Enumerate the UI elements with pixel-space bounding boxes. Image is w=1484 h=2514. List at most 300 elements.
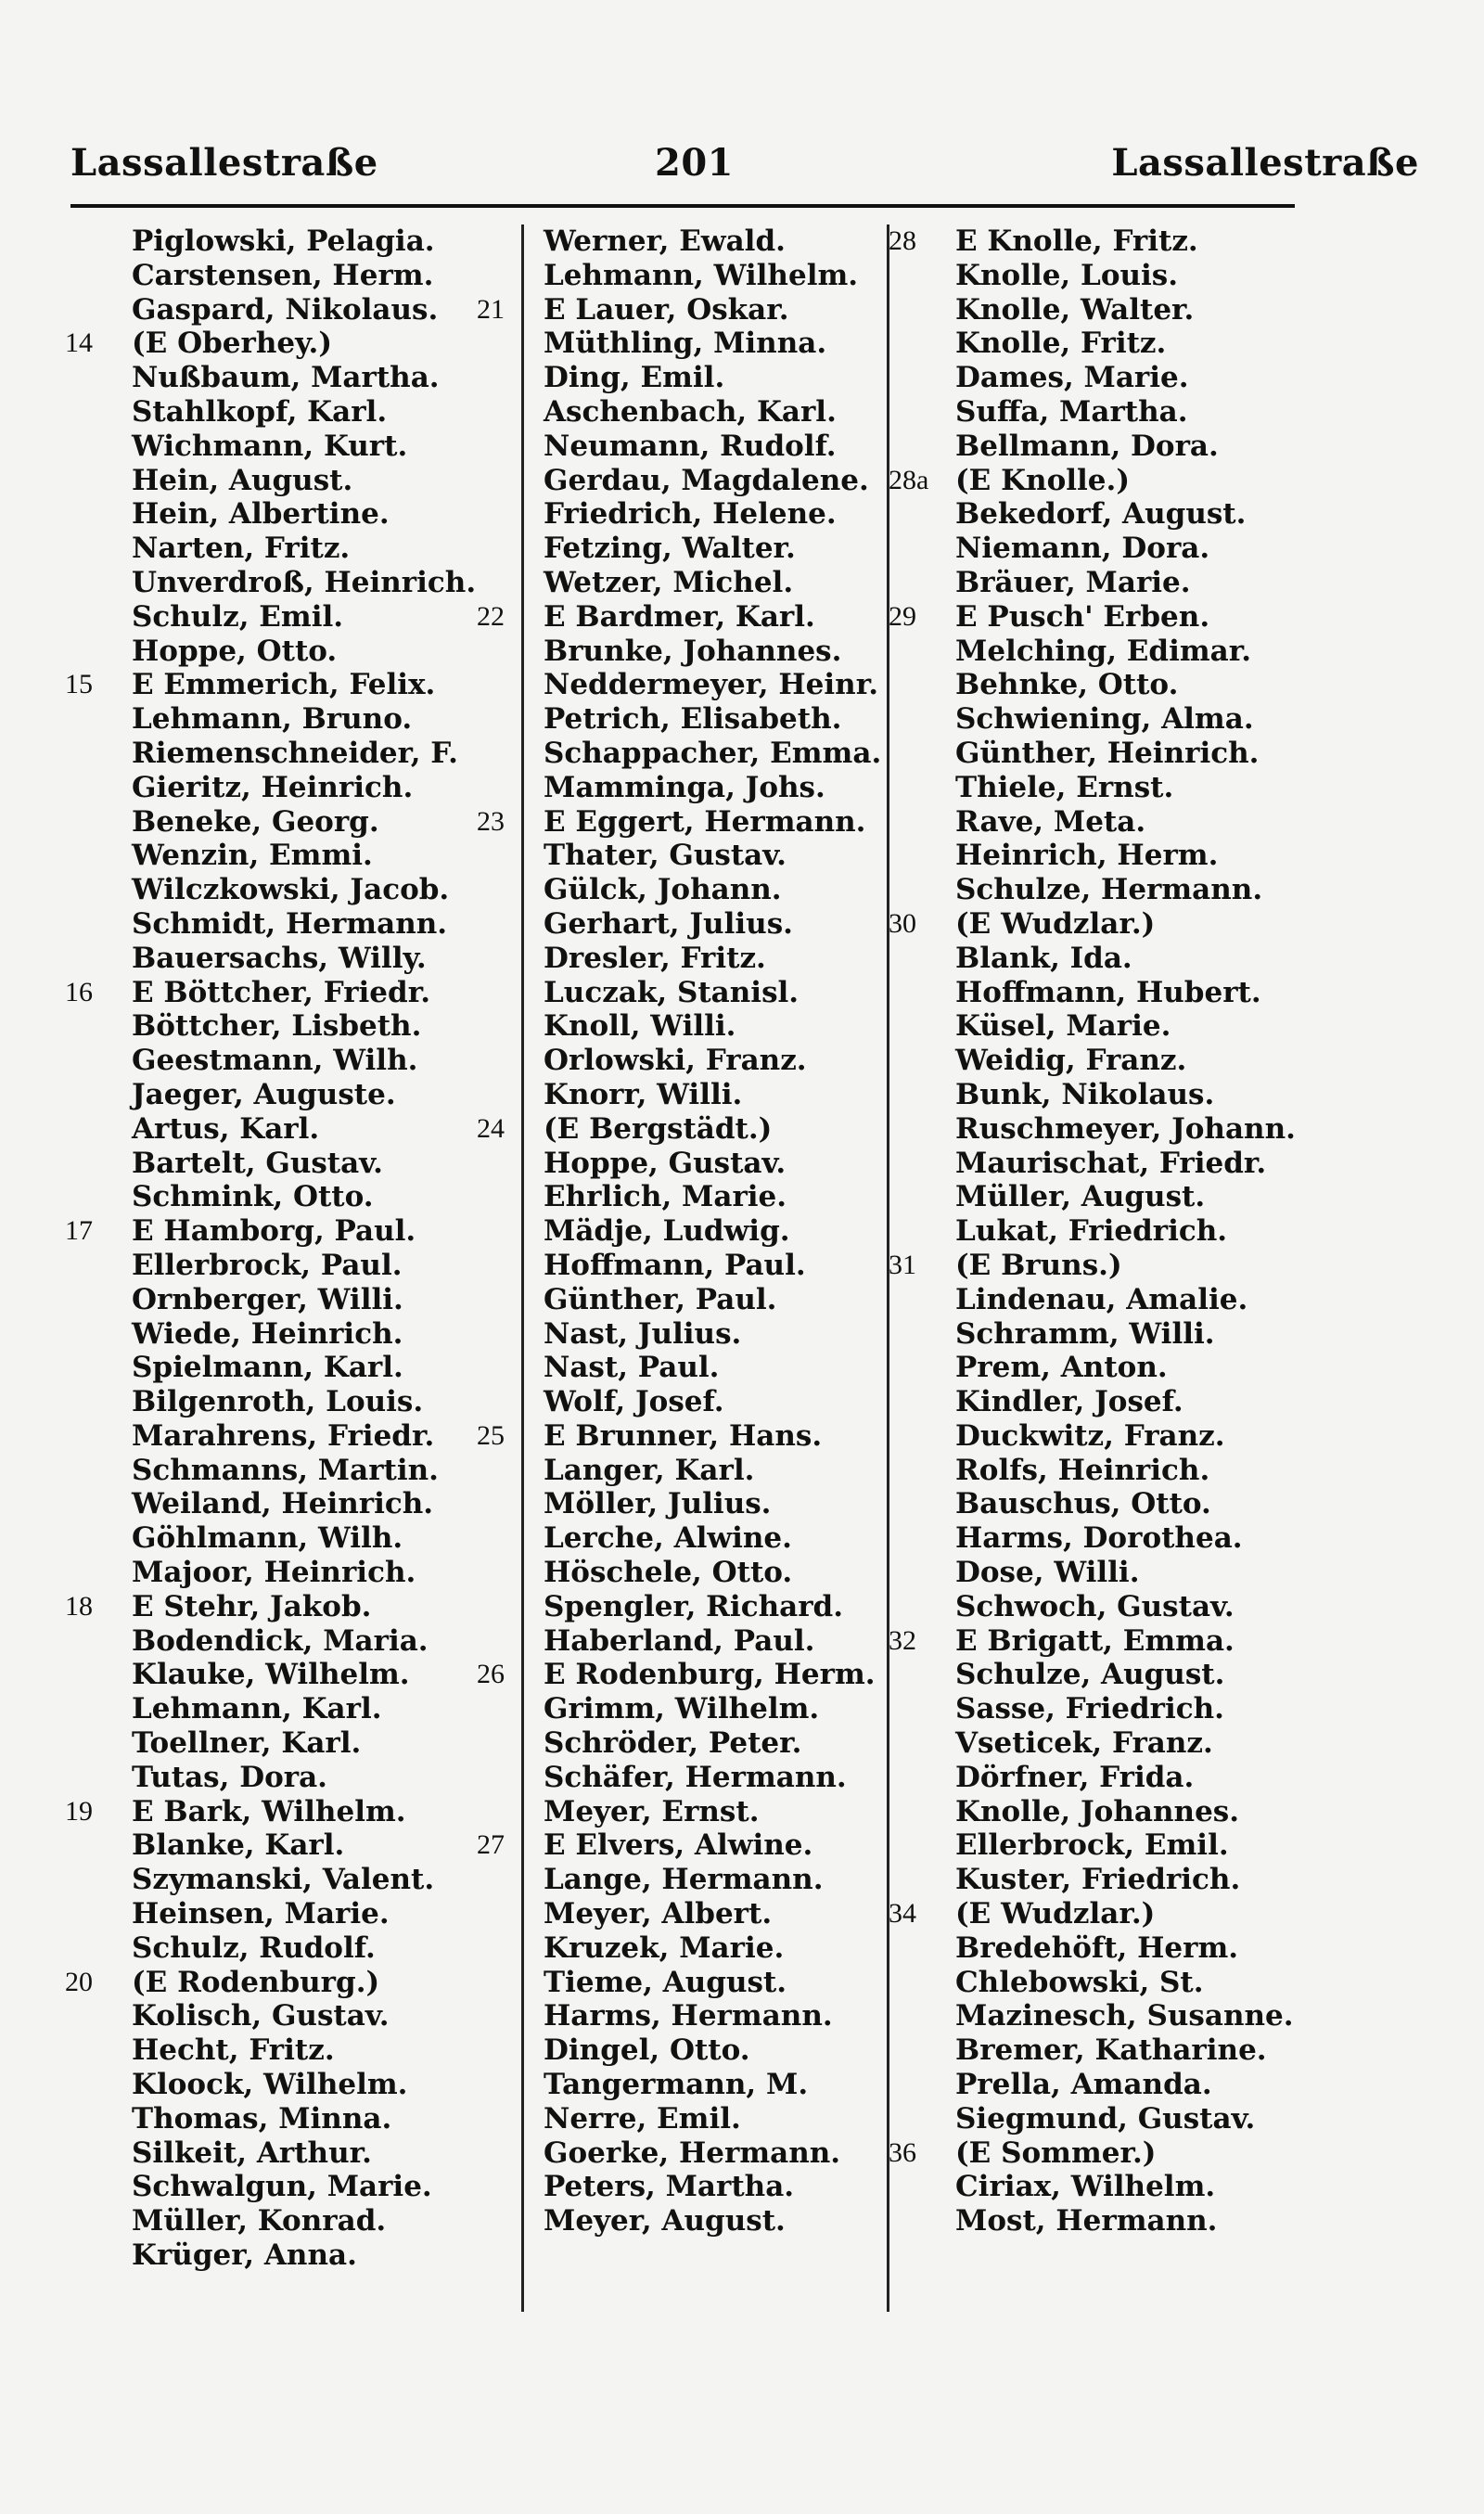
directory-entry (65, 1863, 473, 1897)
resident-name: Sasse, Friedrich. (955, 1692, 1224, 1726)
directory-entry (65, 327, 473, 361)
directory-entry (889, 1966, 1297, 2000)
house-number: 34 (889, 1898, 916, 1930)
directory-entry (889, 635, 1297, 669)
directory-entry (65, 942, 473, 976)
directory-entry (889, 1828, 1297, 1863)
resident-name: Schwoch, Gustav. (955, 1589, 1235, 1623)
directory-entry (889, 2102, 1297, 2136)
resident-name: Artus, Karl. (132, 1111, 320, 1146)
directory-entry (477, 1147, 885, 1181)
resident-name: Kindler, Josef. (955, 1385, 1183, 1419)
directory-entry (477, 1795, 885, 1829)
resident-name: Friedrich, Helene. (544, 497, 837, 532)
directory-entry (65, 1590, 473, 1624)
directory-entry (65, 976, 473, 1010)
directory-entry (889, 1487, 1297, 1521)
directory-entry (65, 1283, 473, 1317)
house-number: 14 (65, 327, 93, 359)
directory-entry (65, 1351, 473, 1385)
resident-name: Luczak, Stanisl. (544, 975, 800, 1009)
resident-name: Knorr, Willi. (544, 1077, 743, 1111)
resident-name: Geestmann, Wilh. (132, 1044, 418, 1078)
resident-name: Aschenbach, Karl. (544, 394, 837, 429)
directory-entry (477, 771, 885, 805)
directory-entry (477, 2068, 885, 2102)
resident-name: Most, Hermann. (955, 2204, 1218, 2238)
directory-entry (477, 1454, 885, 1488)
resident-name: Schulze, Hermann. (955, 873, 1263, 907)
directory-entry (889, 1692, 1297, 1726)
resident-name: Knolle, Louis. (955, 258, 1179, 292)
directory-entry (477, 805, 885, 840)
resident-name: Mamminga, Johs. (544, 770, 825, 804)
resident-name: Müller, Konrad. (132, 2204, 387, 2238)
resident-name: Knolle, Johannes. (955, 1794, 1240, 1828)
directory-entry (477, 2170, 885, 2204)
resident-name: Riemenschneider, F. (132, 736, 458, 770)
directory-entry (477, 1966, 885, 2000)
directory-entry (65, 1521, 473, 1556)
directory-entry (477, 464, 885, 498)
directory-entry (65, 805, 473, 840)
directory-entry (889, 1044, 1297, 1078)
resident-name: Knolle, Fritz. (955, 327, 1167, 361)
directory-entry (889, 805, 1297, 840)
resident-name: Haberland, Paul. (544, 1623, 815, 1658)
resident-name: Beneke, Georg. (132, 804, 379, 839)
resident-name: E Brigatt, Emma. (955, 1623, 1235, 1658)
directory-entry (65, 1317, 473, 1352)
directory-entry (65, 565, 477, 600)
directory-entry (477, 1009, 885, 1044)
directory-entry (65, 430, 473, 464)
directory-entry (65, 497, 473, 532)
resident-name: Mazinesch, Susanne. (955, 1999, 1294, 2033)
directory-entry (65, 702, 473, 737)
header-rule (70, 204, 1295, 208)
directory-entry (889, 2204, 1297, 2238)
directory-entry (889, 1590, 1297, 1624)
house-number: 20 (65, 1966, 93, 1997)
resident-name: Möller, Julius. (544, 1487, 772, 1521)
house-number: 31 (889, 1249, 916, 1280)
directory-entry (65, 361, 473, 395)
directory-entry (477, 976, 885, 1010)
directory-entry (889, 224, 1297, 259)
resident-name: Grimm, Wilhelm. (544, 1692, 820, 1726)
resident-name: Schmink, Otto. (132, 1180, 374, 1214)
directory-entry (65, 1112, 473, 1147)
directory-entry (477, 1761, 885, 1795)
resident-name: E Stehr, Jakob. (132, 1589, 372, 1623)
resident-name: Ornberger, Willi. (132, 1282, 403, 1316)
resident-name: Küsel, Marie. (955, 1009, 1171, 1044)
resident-name: Hoffmann, Hubert. (955, 975, 1261, 1009)
resident-name: Gerdau, Magdalene. (544, 463, 869, 497)
resident-name: Silkeit, Arthur. (132, 2136, 372, 2170)
directory-entry (477, 1078, 885, 1112)
directory-entry (65, 600, 473, 635)
resident-name: Gaspard, Nikolaus. (132, 292, 439, 327)
resident-name: Schappacher, Emma. (544, 736, 882, 770)
header-street-left: Lassallestraße (70, 141, 378, 185)
directory-entry (65, 1078, 473, 1112)
directory-entry (477, 1249, 885, 1283)
directory-entry (477, 2102, 885, 2136)
directory-entry (889, 1454, 1297, 1488)
resident-name: E Bark, Wilhelm. (132, 1794, 406, 1828)
resident-name: Lange, Hermann. (544, 1863, 824, 1897)
directory-entry (65, 1828, 473, 1863)
directory-entry (889, 1556, 1297, 1590)
resident-name: Günther, Paul. (544, 1282, 777, 1316)
house-number: 36 (889, 2136, 916, 2168)
directory-entry (477, 1487, 885, 1521)
resident-name: Schwalgun, Marie. (132, 2170, 432, 2204)
directory-entry (889, 327, 1297, 361)
directory-entry (889, 1419, 1297, 1454)
directory-entry (477, 293, 885, 327)
resident-name: Gülck, Johann. (544, 873, 782, 907)
resident-name: (E Bruns.) (955, 1248, 1122, 1282)
resident-name: Ellerbrock, Emil. (955, 1828, 1229, 1863)
resident-name: Günther, Heinrich. (955, 736, 1260, 770)
resident-name: (E Knolle.) (955, 463, 1130, 497)
directory-entry (889, 1795, 1297, 1829)
directory-entry (65, 293, 473, 327)
directory-entry (477, 600, 885, 635)
directory-entry (889, 1521, 1297, 1556)
house-number: 32 (889, 1624, 916, 1656)
directory-entry (65, 1897, 473, 1931)
directory-entry (889, 1999, 1297, 2033)
resident-name: E Hamborg, Paul. (132, 1214, 416, 1249)
directory-entry (477, 1999, 885, 2033)
resident-name: Bräuer, Marie. (955, 565, 1191, 599)
directory-entry (889, 1897, 1297, 1931)
directory-entry (477, 702, 885, 737)
resident-name: Ruschmeyer, Johann. (955, 1111, 1296, 1146)
directory-entry (65, 737, 473, 771)
resident-name: Hecht, Fritz. (132, 2033, 335, 2068)
directory-entry (65, 1147, 473, 1181)
directory-column-3 (889, 224, 1297, 2238)
directory-entry (889, 1009, 1297, 1044)
directory-entry (889, 1283, 1297, 1317)
directory-entry (65, 1180, 473, 1214)
directory-entry (477, 1931, 885, 1966)
resident-name: Gieritz, Heinrich. (132, 770, 414, 804)
resident-name: Harms, Dorothea. (955, 1521, 1243, 1556)
directory-entry (477, 873, 885, 907)
directory-entry (889, 395, 1297, 430)
resident-name: Thiele, Ernst. (955, 770, 1174, 804)
resident-name: Meyer, August. (544, 2204, 786, 2238)
directory-entry (477, 1863, 885, 1897)
resident-name: (E Wudzlar.) (955, 1897, 1156, 1931)
resident-name: Mädje, Ludwig. (544, 1214, 790, 1249)
directory-entry (889, 361, 1297, 395)
resident-name: Szymanski, Valent. (132, 1863, 435, 1897)
directory-entry (65, 2170, 473, 2204)
resident-name: Ellerbrock, Paul. (132, 1248, 403, 1282)
resident-name: Heinsen, Marie. (132, 1897, 390, 1931)
directory-entry (65, 668, 473, 702)
directory-entry (889, 1863, 1297, 1897)
resident-name: Lehmann, Wilhelm. (544, 258, 859, 292)
directory-entry (65, 771, 473, 805)
resident-name: Hoffmann, Paul. (544, 1248, 806, 1282)
resident-name: Niemann, Dora. (955, 532, 1210, 566)
resident-name: (E Bergstädt.) (544, 1111, 773, 1146)
resident-name: Göhlmann, Wilh. (132, 1521, 403, 1556)
resident-name: Weidig, Franz. (955, 1044, 1187, 1078)
resident-name: Jaeger, Auguste. (132, 1077, 396, 1111)
directory-entry (889, 464, 1297, 498)
resident-name: Rolfs, Heinrich. (955, 1453, 1210, 1487)
directory-entry (889, 1726, 1297, 1761)
directory-entry (889, 1180, 1297, 1214)
directory-entry (65, 464, 473, 498)
directory-entry (65, 1726, 473, 1761)
directory-entry (889, 702, 1297, 737)
directory-entry (477, 1624, 885, 1659)
directory-entry (889, 1249, 1297, 1283)
directory-entry (477, 668, 885, 702)
directory-entry (889, 976, 1297, 1010)
directory-entry (477, 224, 885, 259)
resident-name: Thater, Gustav. (544, 839, 787, 873)
resident-name: Chlebowski, St. (955, 1965, 1204, 1999)
resident-name: Bauschus, Otto. (955, 1487, 1211, 1521)
house-number: 24 (477, 1112, 505, 1144)
resident-name: Piglowski, Pelagia. (132, 224, 435, 258)
resident-name: E Elvers, Alwine. (544, 1828, 813, 1863)
directory-entry (477, 942, 885, 976)
directory-entry (65, 839, 473, 873)
resident-name: Dose, Willi. (955, 1556, 1140, 1590)
resident-name: Schramm, Willi. (955, 1316, 1215, 1351)
resident-name: Wilczkowski, Jacob. (132, 873, 450, 907)
directory-entry (477, 2204, 885, 2238)
directory-entry (477, 1283, 885, 1317)
resident-name: E Lauer, Oskar. (544, 292, 789, 327)
resident-name: E Rodenburg, Herm. (544, 1658, 876, 1692)
directory-entry (889, 293, 1297, 327)
resident-name: Blank, Ida. (955, 941, 1132, 975)
directory-entry (889, 532, 1297, 566)
resident-name: Bunk, Nikolaus. (955, 1077, 1215, 1111)
resident-name: Hein, August. (132, 463, 353, 497)
house-number: 21 (477, 293, 505, 325)
directory-entry (477, 1658, 885, 1692)
directory-entry (65, 1999, 473, 2033)
resident-name: Heinrich, Herm. (955, 839, 1219, 873)
resident-name: Siegmund, Gustav. (955, 2101, 1256, 2136)
resident-name: Hein, Albertine. (132, 497, 390, 532)
directory-entry (477, 361, 885, 395)
resident-name: Ding, Emil. (544, 361, 725, 395)
resident-name: Ehrlich, Marie. (544, 1180, 787, 1214)
directory-entry (477, 395, 885, 430)
directory-entry (65, 259, 473, 293)
resident-name: Behnke, Otto. (955, 668, 1179, 702)
directory-entry (889, 566, 1297, 600)
resident-name: Hoppe, Otto. (132, 634, 338, 668)
resident-name: (E Oberhey.) (132, 327, 333, 361)
directory-column-2 (477, 224, 885, 2238)
resident-name: Kloock, Wilhelm. (132, 2068, 408, 2102)
resident-name: Müller, August. (955, 1180, 1206, 1214)
directory-entry (477, 430, 885, 464)
directory-entry (65, 1487, 473, 1521)
directory-entry (477, 1692, 885, 1726)
directory-entry (65, 1692, 473, 1726)
directory-entry (65, 1624, 473, 1659)
resident-name: Tangermann, M. (544, 2068, 809, 2102)
directory-entry (477, 2033, 885, 2068)
resident-name: Kruzek, Marie. (544, 1930, 785, 1965)
directory-column-1 (65, 224, 477, 2273)
resident-name: Toellner, Karl. (132, 1726, 362, 1761)
resident-name: E Bardmer, Karl. (544, 599, 815, 634)
resident-name: Neumann, Rudolf. (544, 429, 837, 463)
resident-name: Neddermeyer, Heinr. (544, 668, 878, 702)
resident-name: Wetzer, Michel. (544, 565, 794, 599)
resident-name: Bartelt, Gustav. (132, 1146, 383, 1180)
page-number: 201 (655, 141, 734, 185)
resident-name: Böttcher, Lisbeth. (132, 1009, 422, 1044)
directory-entry (477, 1385, 885, 1419)
directory-entry (65, 532, 473, 566)
resident-name: Lehmann, Bruno. (132, 702, 413, 737)
directory-entry (65, 1966, 473, 2000)
resident-name: E Böttcher, Friedr. (132, 975, 430, 1009)
directory-entry (65, 907, 473, 942)
directory-entry (889, 668, 1297, 702)
resident-name: Meyer, Albert. (544, 1897, 773, 1931)
directory-entry (65, 1249, 473, 1283)
directory-entry (65, 1761, 473, 1795)
resident-name: Bauersachs, Willy. (132, 941, 427, 975)
resident-name: Lerche, Alwine. (544, 1521, 792, 1556)
directory-entry (889, 1351, 1297, 1385)
resident-name: Ciriax, Wilhelm. (955, 2170, 1216, 2204)
resident-name: Bilgenroth, Louis. (132, 1385, 424, 1419)
house-number: 30 (889, 907, 916, 939)
directory-entry (889, 1931, 1297, 1966)
directory-entry (65, 1419, 473, 1454)
resident-name: (E Sommer.) (955, 2136, 1157, 2170)
directory-entry (889, 1147, 1297, 1181)
resident-name: Weiland, Heinrich. (132, 1487, 434, 1521)
resident-name: Wenzin, Emmi. (132, 839, 373, 873)
directory-entry (65, 635, 473, 669)
resident-name: Schulz, Rudolf. (132, 1930, 376, 1965)
directory-entry (477, 1044, 885, 1078)
house-number: 15 (65, 669, 93, 700)
resident-name: Dresler, Fritz. (544, 941, 766, 975)
resident-name: Nußbaum, Martha. (132, 361, 440, 395)
resident-name: Marahrens, Friedr. (132, 1418, 435, 1453)
resident-name: E Emmerich, Felix. (132, 668, 436, 702)
resident-name: E Pusch' Erben. (955, 599, 1210, 634)
directory-entry (65, 2068, 473, 2102)
resident-name: Bodendick, Maria. (132, 1623, 429, 1658)
directory-entry (477, 327, 885, 361)
house-number: 28a (889, 464, 929, 495)
directory-entry (65, 1556, 473, 1590)
resident-name: Blanke, Karl. (132, 1828, 345, 1863)
directory-entry (65, 2033, 473, 2068)
resident-name: Wolf, Josef. (544, 1385, 724, 1419)
resident-name: Schwiening, Alma. (955, 702, 1254, 737)
directory-entry (477, 566, 885, 600)
directory-entry (65, 1931, 473, 1966)
directory-entry (889, 839, 1297, 873)
resident-name: Kuster, Friedrich. (955, 1863, 1241, 1897)
directory-entry (889, 259, 1297, 293)
directory-entry (65, 1044, 473, 1078)
resident-name: Tieme, August. (544, 1965, 787, 1999)
directory-entry (65, 2136, 473, 2171)
resident-name: Nast, Julius. (544, 1316, 742, 1351)
resident-name: Meyer, Ernst. (544, 1794, 760, 1828)
resident-name: Hoppe, Gustav. (544, 1146, 787, 1180)
resident-name: Rave, Meta. (955, 804, 1146, 839)
house-number: 23 (477, 805, 505, 837)
directory-entry (65, 395, 473, 430)
house-number: 27 (477, 1829, 505, 1861)
resident-name: Brunke, Johannes. (544, 634, 842, 668)
directory-entry (65, 2238, 473, 2273)
directory-entry (477, 737, 885, 771)
directory-entry (889, 771, 1297, 805)
directory-entry (889, 497, 1297, 532)
directory-entry (477, 1590, 885, 1624)
house-number: 26 (477, 1659, 505, 1690)
directory-entry (889, 1112, 1297, 1147)
resident-name: Knoll, Willi. (544, 1009, 736, 1044)
resident-name: E Eggert, Hermann. (544, 804, 866, 839)
resident-name: Tutas, Dora. (132, 1760, 327, 1794)
directory-entry (889, 1624, 1297, 1659)
resident-name: Melching, Edimar. (955, 634, 1252, 668)
directory-entry (65, 1009, 473, 1044)
header-street-right: Lassallestraße (1111, 141, 1419, 185)
resident-name: Dames, Marie. (955, 361, 1189, 395)
house-number: 22 (477, 600, 505, 632)
directory-entry (477, 259, 885, 293)
resident-name: Krüger, Anna. (132, 2238, 357, 2273)
resident-name: Harms, Hermann. (544, 1999, 833, 2033)
resident-name: Suffa, Martha. (955, 394, 1188, 429)
directory-entry (477, 839, 885, 873)
directory-entry (477, 1419, 885, 1454)
directory-entry (889, 2136, 1297, 2171)
resident-name: Vseticek, Franz. (955, 1726, 1213, 1761)
directory-entry (477, 1214, 885, 1249)
resident-name: Schulze, August. (955, 1658, 1225, 1692)
house-number: 29 (889, 600, 916, 632)
resident-name: Nast, Paul. (544, 1351, 720, 1385)
house-number: 18 (65, 1590, 93, 1622)
resident-name: Duckwitz, Franz. (955, 1418, 1225, 1453)
directory-entry (889, 1761, 1297, 1795)
directory-entry (477, 1317, 885, 1352)
resident-name: Bredehöft, Herm. (955, 1930, 1239, 1965)
